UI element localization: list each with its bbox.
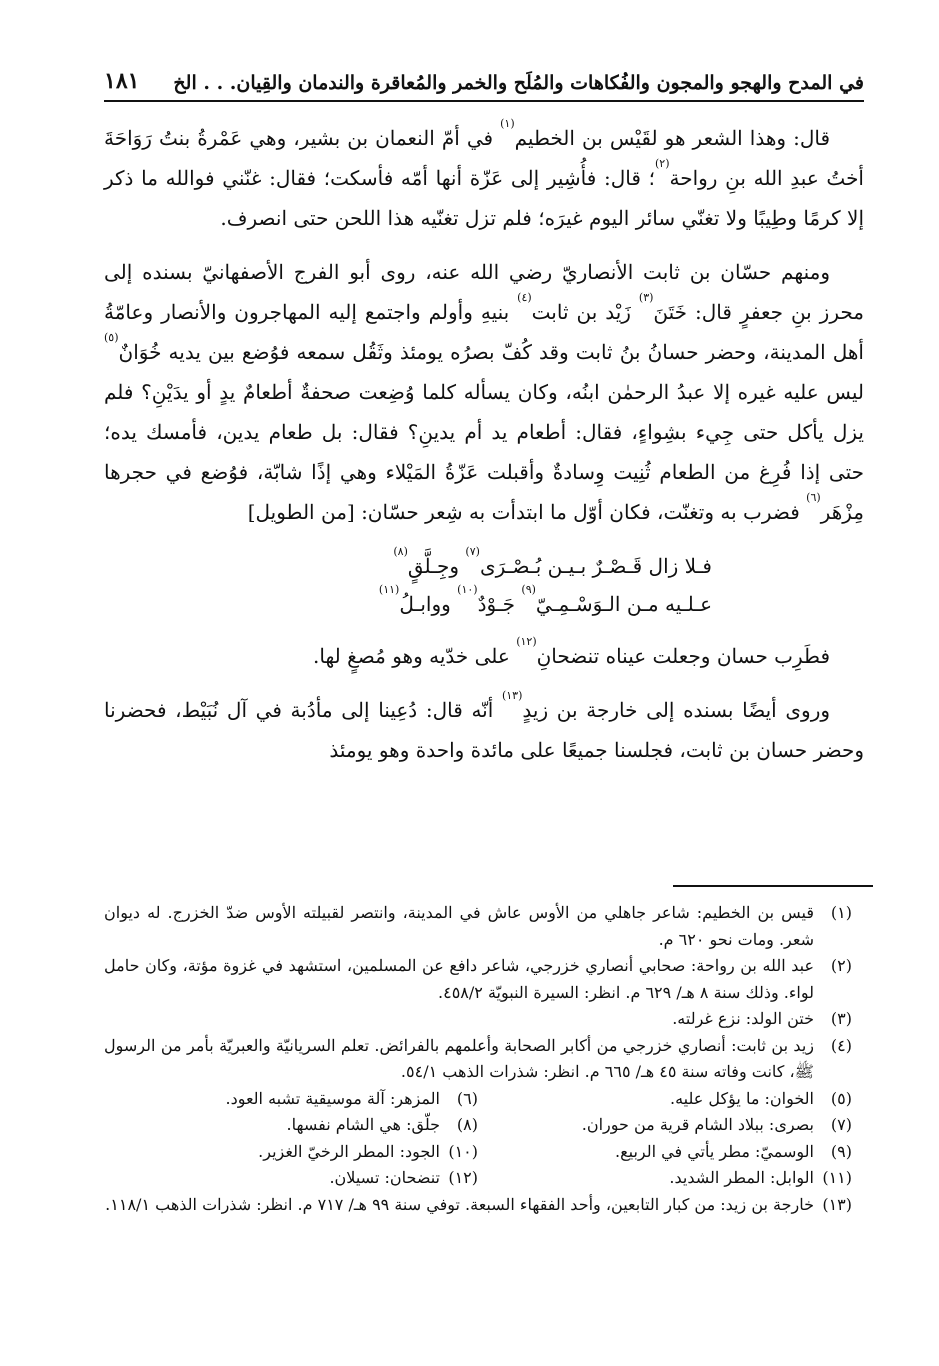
- footnote-ref-1: (١): [500, 117, 515, 130]
- footnote-number: (٧): [830, 1115, 852, 1134]
- text-segment: ليس عليه غيره إلا عبدُ الرحمٰن ابنُه، وكان يسأله كلما وُضِعت صحفةٌ أطعامٌ يدٍ أو يدَيْنِ؟ فلم يزل يأكل حتى جِيء بشِواءٍ، فقال: أطعام يد أم يدينِ؟ فقال: بل طعام يدين، فأمسك يده؛ حتى إذا فُرِغ من الطعام ثُنِيت وِسادةٌ وأقبلت عَزّةُ المَيْلاء وهي إذًا شابّة، فوُضع في حجرها مِزْهَر: [104, 380, 864, 524]
- text-segment: فضرب به وتغنّت، فكان أوّل ما ابتدأت به شِعر حسّان: [من الطويل]: [247, 500, 807, 524]
- footnote-ref-6: (٦): [806, 491, 821, 504]
- footnote-number: (٢): [830, 956, 852, 975]
- footnote-row: [104, 1139, 852, 1166]
- verse-line-2: [152, 584, 712, 624]
- running-title: في المدح والهجو والمجون والفُكاهات والمُلَح والخمر والمُعاقرة والندمان والقِيان. . . الخ: [173, 72, 864, 94]
- text-segment: زَيْد بن ثابت: [531, 300, 639, 324]
- footnote-ref-8: (٨): [393, 545, 408, 558]
- footnote-11: [478, 1165, 852, 1192]
- footnote-text: تنضحان: تسيلان.: [329, 1168, 440, 1187]
- footnote-number: (٨): [456, 1115, 478, 1134]
- text-segment: فـلا زال قَـصْـرٌ بـيـن بُـصْـرَى: [479, 554, 712, 578]
- footnote-ref-10: (١٠): [457, 583, 478, 596]
- footnote-10: [104, 1139, 478, 1166]
- text-segment: في أمّ النعمان بن بشير، وهي عَمْرةُ بنتُ رَوَاحَةَ أختُ عبدِ الله بنِ رواحة: [104, 126, 864, 190]
- paragraph-1: [104, 118, 864, 238]
- footnote-ref-12: (١٢): [516, 635, 537, 648]
- footnote-4: [104, 1033, 852, 1086]
- footnote-row: [104, 1086, 852, 1113]
- footnote-text: المزهر: آلة موسيقية تشبه العود.: [225, 1088, 440, 1108]
- footnote-number: (٦): [456, 1088, 478, 1108]
- footnote-7: [478, 1112, 852, 1139]
- footnote-ref-4: (٤): [517, 291, 532, 304]
- footnote-text: الخوان: ما يؤكل عليه.: [670, 1088, 814, 1108]
- footnote-text: جلّق: هي الشام نفسها.: [286, 1115, 440, 1134]
- footnote-number: (١١): [822, 1168, 852, 1187]
- footnote-text: عبد الله بن رواحة: صحابي أنصاري خزرجي، شاعر دافع عن المسلمين، استشهد في غزوة مؤتة، وكان حامل لواء. وذلك سنة ٨ هـ/ ٦٢٩ م. انظر: السيرة النبويّة ٤٥٨/٢.: [104, 956, 814, 1002]
- footnote-row: [104, 1165, 852, 1192]
- paragraph-3: [104, 636, 864, 676]
- footnote-text: ختن الولد: نزع غرلته.: [672, 1009, 814, 1028]
- poem-verse: [104, 546, 864, 622]
- footnote-9: [478, 1139, 852, 1166]
- verse-hemistich-2: [104, 584, 864, 622]
- paragraph-2: [104, 252, 864, 532]
- text-segment: ومنهم حسّان بن ثابت الأنصاريّ رضي الله عنه، روى أبو الفرج الأصفهانيّ بسنده إلى محرز بنِ جعفرٍ قال: خَتَنَ: [104, 260, 865, 324]
- text-segment: جَـوْدٌ: [477, 592, 522, 616]
- footnote-5: [478, 1086, 852, 1113]
- footnote-13: [104, 1192, 852, 1219]
- footnote-ref-7: (٧): [465, 545, 480, 558]
- text-segment: وروى أيضًا بسنده إلى خارجة بن زيدٍ: [522, 698, 831, 722]
- text-segment: عـلـيه مـن الـوَسْـمِـيّ: [535, 592, 712, 616]
- footnotes: [104, 900, 852, 1218]
- text-segment: ووابـلُ: [399, 592, 458, 616]
- footnote-separator: [673, 885, 873, 887]
- verse-hemistich-1: [104, 546, 864, 584]
- footnote-ref-9: (٩): [521, 583, 536, 596]
- main-text: [104, 118, 864, 784]
- text-segment: فطَرِب حسان وجعلت عيناه تنضحانِ: [536, 644, 830, 668]
- footnote-6: [104, 1086, 478, 1113]
- footnote-1: [104, 900, 852, 953]
- footnote-number: (١): [830, 903, 852, 922]
- footnote-text: الجود: المطر الرخيّ الغزير.: [258, 1141, 440, 1161]
- footnote-number: (٣): [830, 1009, 852, 1028]
- footnote-text: قيس بن الخطيم: شاعر جاهلي من الأوس عاش في المدينة، وانتصر لقبيلته الأوس ضدّ الخزرج. له ديوان شعر. ومات نحو ٦٢٠ م.: [104, 903, 814, 949]
- footnote-number: (٩): [830, 1141, 852, 1161]
- footnote-text: الوسميّ: مطر يأتي في الربيع.: [615, 1141, 814, 1161]
- footnote-8: [104, 1112, 478, 1139]
- footnote-number: (٤): [830, 1035, 852, 1055]
- footnote-row: [104, 1112, 852, 1139]
- verse-line-1: [393, 546, 712, 586]
- footnote-text: الوابل: المطر الشديد.: [669, 1168, 814, 1187]
- footnote-number: (١٣): [822, 1194, 852, 1214]
- footnote-12: [104, 1165, 478, 1192]
- footnote-text: خارجة بن زيد: من كبار التابعين، وأحد الفقهاء السبعة. توفي سنة ٩٩ هـ/ ٧١٧ م. انظر: شذرات الذهب ١١٨/١.: [105, 1194, 814, 1214]
- footnote-ref-13: (١٣): [501, 689, 523, 702]
- text-segment: بنيهِ وأولم واجتمع إليه المهاجرون والأنصار وعامّةُ أهل المدينة، وحضر حسانُ بنُ ثابت وقد كُفّ بصرُه يومئذ وثَقُل سمعه فوُضع بين يديه خُوَانٌ: [104, 300, 864, 364]
- text-segment: قال: وهذا الشعر هو لقَيْس بن الخطيم: [514, 126, 831, 150]
- footnote-ref-2: (٢): [654, 157, 670, 170]
- footnote-number: (١٢): [448, 1168, 478, 1187]
- paragraph-4: [104, 690, 864, 770]
- footnote-3: [104, 1006, 852, 1033]
- footnote-2: [104, 953, 852, 1006]
- footnote-ref-5: (٥): [104, 331, 119, 344]
- page-header: [104, 60, 864, 102]
- footnote-number: (١٠): [448, 1141, 478, 1161]
- text-segment: ؛ قال: فأُشِير إلى عَزّة أنها أمّه فأسكت؛ فقال: غنّني فوالله ما ذكر إلا كرمًا وطِيبًا ولا تغنّي سائر اليوم غيرَه؛ فلم تزل تغنّيه هذا اللحن حتى انصرف.: [104, 166, 864, 230]
- text-segment: على خدّيه وهو مُصغٍ لها.: [313, 644, 517, 668]
- text-segment: وجِـلَّقٍ: [407, 554, 466, 578]
- footnote-text: زيد بن ثابت: أنصاري خزرجي من أكابر الصحابة وأعلمهم بالفرائض. تعلم السريانيّة والعبريّة بأمر من الرسول ﷺ، كانت وفاته سنة ٤٥ هـ/ ٦٦٥ م. انظر: شذرات الذهب ٥٤/١.: [104, 1035, 814, 1081]
- footnote-text: بصرى: ببلاد الشام قرية من حوران.: [581, 1115, 814, 1134]
- text-segment: أنّه قال: دُعِينا إلى مأدُبة في آل نُبَيْط، فحضرنا وحضر حسان بن ثابت، فجلسنا جميعًا على مائدة واحدة وهو يومئذ: [104, 698, 864, 762]
- footnote-ref-3: (٣): [638, 291, 654, 304]
- page-number: ١٨١: [104, 68, 140, 94]
- footnote-ref-11: (١١): [378, 583, 400, 596]
- footnote-number: (٥): [830, 1088, 852, 1108]
